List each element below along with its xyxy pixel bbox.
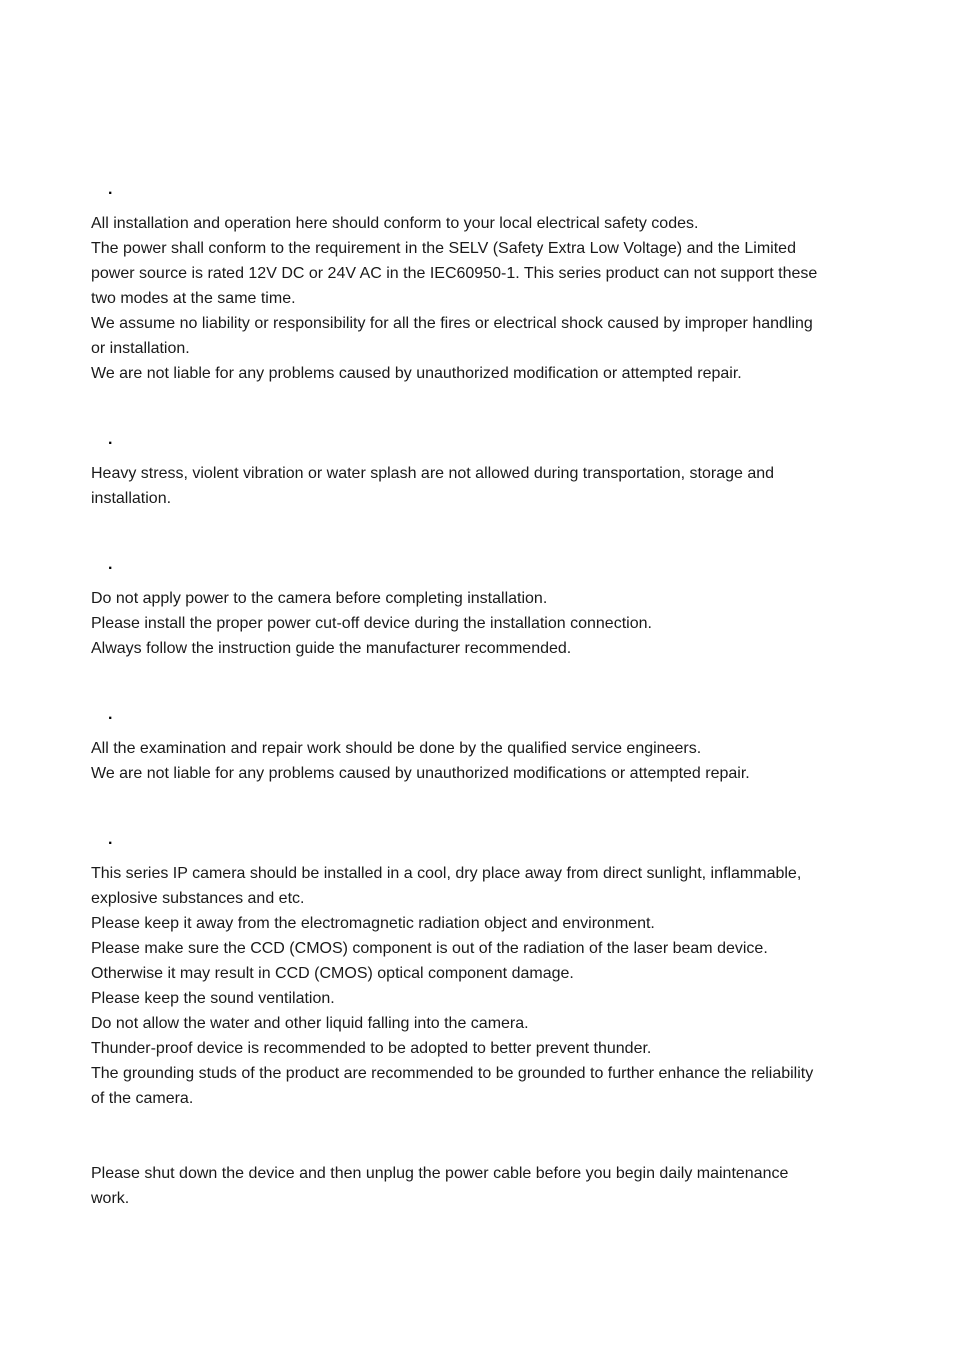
paragraph-line: All installation and operation here should conform to your local electrical safety codes. (91, 215, 699, 232)
paragraph-line: This series IP camera should be installed in a cool, dry place away from direct sunlight, inflammable, (91, 865, 802, 882)
paragraph-line: Please make sure the CCD (CMOS) component is out of the radiation of the laser beam device. (91, 940, 768, 957)
paragraph-line: The grounding studs of the product are recommended to be grounded to further enhance the reliability (91, 1065, 814, 1082)
section-bullet-5: . (108, 831, 113, 848)
paragraph-line: Thunder-proof device is recommended to be adopted to better prevent thunder. (91, 1040, 652, 1057)
section-electrical-safety (91, 211, 871, 386)
paragraph-line: The power shall conform to the requirement in the SELV (Safety Extra Low Voltage) and the Limited (91, 240, 796, 257)
paragraph-line: Always follow the instruction guide the manufacturer recommended. (91, 640, 572, 657)
paragraph-line: two modes at the same time. (91, 290, 296, 307)
section-transportation (91, 461, 871, 511)
paragraph-line: Heavy stress, violent vibration or water splash are not allowed during transportation, storage and (91, 465, 775, 482)
paragraph-line: We assume no liability or responsibility for all the fires or electrical shock caused by improper handling (91, 315, 813, 332)
paragraph-line: or installation. (91, 340, 190, 357)
paragraph-line: of the camera. (91, 1090, 194, 1107)
section-bullet-2: . (108, 431, 113, 448)
section-bullet-4: . (108, 706, 113, 723)
section-maintenance (91, 1161, 871, 1211)
paragraph-line: Please keep it away from the electromagnetic radiation object and environment. (91, 915, 655, 932)
section-repair (91, 736, 871, 786)
paragraph-line: Do not apply power to the camera before completing installation. (91, 590, 548, 607)
paragraph-line: explosive substances and etc. (91, 890, 305, 907)
paragraph-line: All the examination and repair work should be done by the qualified service engineers. (91, 740, 702, 757)
paragraph-line: Please install the proper power cut-off device during the installation connection. (91, 615, 652, 632)
paragraph-line: work. (91, 1190, 130, 1207)
section-bullet-3: . (108, 556, 113, 573)
section-bullet-1: . (108, 181, 113, 198)
paragraph-line: Please keep the sound ventilation. (91, 990, 335, 1007)
paragraph-line: We are not liable for any problems caused by unauthorized modification or attempted repair. (91, 365, 742, 382)
paragraph-line: Please shut down the device and then unplug the power cable before you begin daily maintenance (91, 1165, 789, 1182)
section-installation (91, 586, 871, 661)
paragraph-line: We are not liable for any problems caused by unauthorized modifications or attempted repair. (91, 765, 750, 782)
paragraph-line: power source is rated 12V DC or 24V AC in the IEC60950-1. This series product can not support these (91, 265, 818, 282)
paragraph-line: installation. (91, 490, 172, 507)
section-environment (91, 861, 871, 1111)
paragraph-line: Otherwise it may result in CCD (CMOS) optical component damage. (91, 965, 574, 982)
paragraph-line: Do not allow the water and other liquid falling into the camera. (91, 1015, 529, 1032)
